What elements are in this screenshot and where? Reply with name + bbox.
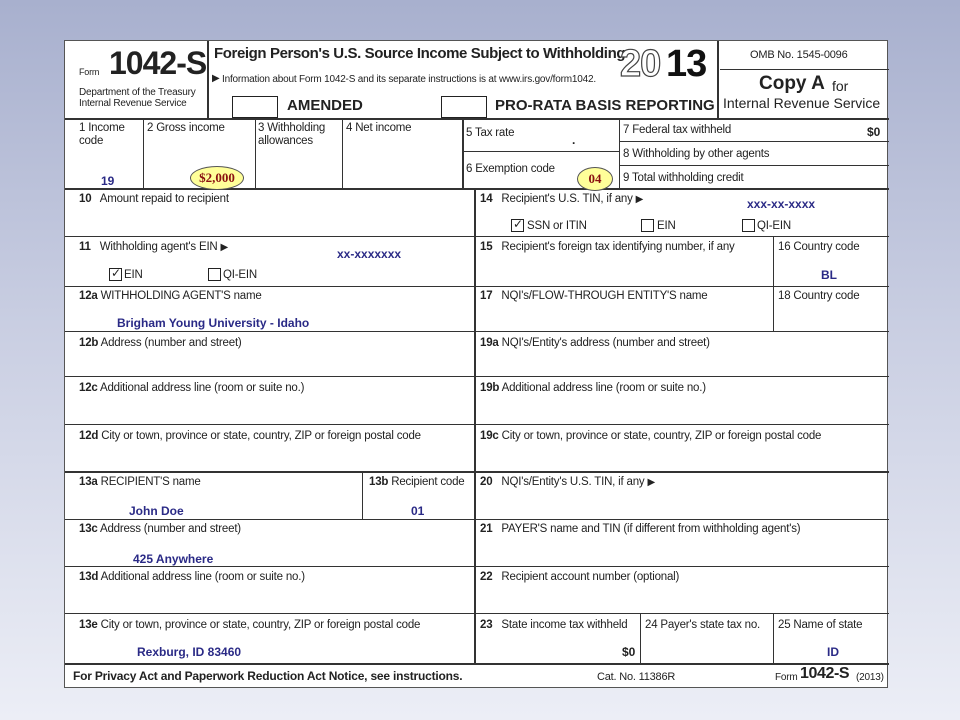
rule-7-8 bbox=[619, 141, 889, 142]
ssn-itin-checkbox[interactable] bbox=[511, 219, 524, 232]
rule-16 bbox=[773, 286, 889, 287]
box13a-label: 13a RECIPIENT'S name bbox=[79, 476, 201, 488]
rule-11 bbox=[65, 286, 889, 287]
box22-label: 22 Recipient account number (optional) bbox=[480, 571, 680, 583]
agent-qiein-checkbox[interactable] bbox=[208, 268, 221, 281]
form-number: 1042-S bbox=[109, 45, 207, 81]
prorata-label: PRO-RATA BASIS REPORTING bbox=[495, 97, 715, 114]
rule-bottom bbox=[65, 663, 889, 665]
box19c-label: 19c City or town, province or state, country, ZIP or foreign postal code bbox=[480, 430, 822, 442]
box11-label: 11 Withholding agent's EIN ▶ bbox=[79, 241, 229, 253]
gross-income-callout[interactable]: $2,000 bbox=[190, 166, 244, 190]
box18-label: 18 Country code bbox=[778, 290, 860, 302]
box13b-label: 13b Recipient code bbox=[369, 476, 465, 488]
box12c-label: 12c Additional address line (room or suite no.) bbox=[79, 382, 305, 394]
state-tax-value[interactable]: $0 bbox=[622, 645, 636, 659]
rule-center bbox=[474, 188, 476, 663]
box9-label: 9 Total withholding credit bbox=[623, 172, 744, 184]
box17-label: 17 NQI's/FLOW-THROUGH ENTITY'S name bbox=[480, 290, 708, 302]
box7-label: 7 Federal tax withheld bbox=[623, 124, 732, 136]
rule-v1 bbox=[143, 118, 144, 188]
agent-ein-value[interactable]: xx-xxxxxxx bbox=[337, 247, 402, 261]
rule-12b bbox=[65, 376, 889, 377]
country-code-16-value[interactable]: BL bbox=[821, 268, 837, 282]
recipient-ein-checkbox[interactable] bbox=[641, 219, 654, 232]
agent-ein-checkbox[interactable] bbox=[109, 268, 122, 281]
rule-13c bbox=[65, 566, 889, 567]
state-name-value[interactable]: ID bbox=[827, 645, 839, 659]
rule-13d bbox=[65, 613, 889, 614]
fed-tax-value[interactable]: $0 bbox=[867, 125, 881, 139]
rule-v4 bbox=[462, 118, 464, 188]
rule-10 bbox=[65, 236, 889, 237]
box6-label: 6 Exemption code bbox=[466, 163, 555, 175]
privacy-notice: For Privacy Act and Paperwork Reduction Act Notice, see instructions. bbox=[73, 669, 463, 683]
recipient-city-value[interactable]: Rexburg, ID 83460 bbox=[137, 645, 242, 659]
box19b-label: 19b Additional address line (room or suite no.) bbox=[480, 382, 706, 394]
play-arrow-icon: ▶ bbox=[212, 73, 220, 84]
box14-label: 14 Recipient's U.S. TIN, if any ▶ bbox=[480, 193, 644, 205]
box1-label: 1 Income code bbox=[79, 122, 125, 147]
box2-label: 2 Gross income bbox=[147, 122, 225, 134]
rule-12c bbox=[65, 424, 889, 425]
rule-v2 bbox=[255, 118, 256, 188]
form-1042s bbox=[64, 40, 888, 688]
rule-25 bbox=[773, 613, 774, 663]
rule-12d bbox=[65, 471, 889, 473]
box23-label: 23 State income tax withheld bbox=[480, 619, 628, 631]
recipient-qiein-checkbox[interactable] bbox=[742, 219, 755, 232]
box25-label: 25 Name of state bbox=[778, 619, 863, 631]
rule-12a bbox=[65, 331, 889, 332]
footer-form-word: Form bbox=[775, 672, 798, 683]
recipient-address-value[interactable]: 425 Anywhere bbox=[133, 552, 214, 566]
recipient-code-value[interactable]: 01 bbox=[411, 504, 425, 518]
rule-16-18 bbox=[773, 236, 774, 331]
recipient-tin-value[interactable]: xxx-xx-xxxx bbox=[747, 197, 816, 211]
rule-v5 bbox=[619, 118, 620, 188]
year-suffix: 13 bbox=[666, 43, 707, 85]
form-word: Form bbox=[79, 67, 100, 77]
omb-number: OMB No. 1545-0096 bbox=[750, 49, 848, 61]
rule-top bbox=[65, 118, 889, 120]
box13c-label: 13c Address (number and street) bbox=[79, 523, 241, 535]
box21-label: 21 PAYER'S name and TIN (if different from withholding agent's) bbox=[480, 523, 801, 535]
cat-no: Cat. No. 11386R bbox=[597, 671, 676, 683]
box19a-label: 19a NQI's/Entity's address (number and street) bbox=[480, 337, 710, 349]
rule-8-9 bbox=[619, 165, 889, 166]
copy-for: for bbox=[832, 78, 849, 94]
header-divider-right bbox=[717, 41, 719, 118]
copy-irs: Internal Revenue Service bbox=[723, 95, 881, 111]
rule-24 bbox=[640, 613, 641, 663]
year-prefix: 20 bbox=[620, 43, 661, 85]
amended-label: AMENDED bbox=[287, 97, 363, 114]
recipient-ein-option: EIN bbox=[657, 220, 676, 232]
agent-name-value[interactable]: Brigham Young University - Idaho bbox=[117, 316, 310, 330]
rule-5-6 bbox=[462, 151, 619, 152]
agent-ein-option: EIN bbox=[124, 269, 143, 281]
box12d-label: 12d City or town, province or state, country, ZIP or foreign postal code bbox=[79, 430, 421, 442]
amended-checkbox[interactable] bbox=[232, 96, 278, 118]
info-line: Information about Form 1042-S and its separate instructions is at www.irs.gov/form1042. bbox=[222, 74, 596, 85]
form-title: Foreign Person's U.S. Source Income Subject to Withholding bbox=[214, 45, 626, 62]
box24-label: 24 Payer's state tax no. bbox=[645, 619, 761, 631]
dept-line2: Internal Revenue Service bbox=[79, 98, 187, 109]
rule-13a bbox=[65, 519, 889, 520]
box12a-label: 12a WITHHOLDING AGENT'S name bbox=[79, 290, 262, 302]
box13d-label: 13d Additional address line (room or suite no.) bbox=[79, 571, 305, 583]
box5-label: 5 Tax rate bbox=[466, 127, 515, 139]
box5-dot: . bbox=[572, 133, 576, 147]
recipient-qiein-option: QI-EIN bbox=[757, 220, 791, 232]
dept-line1: Department of the Treasury bbox=[79, 87, 196, 98]
copy-a: Copy A bbox=[759, 73, 825, 94]
box20-label: 20 NQI's/Entity's U.S. TIN, if any ▶ bbox=[480, 476, 655, 488]
box10-label: 10 Amount repaid to recipient bbox=[79, 193, 229, 205]
omb-rule bbox=[720, 69, 889, 70]
header-divider-left bbox=[207, 41, 209, 118]
income-code-value[interactable]: 19 bbox=[101, 174, 115, 188]
box15-label: 15 Recipient's foreign tax identifying number, if any bbox=[480, 241, 735, 253]
box12b-label: 12b Address (number and street) bbox=[79, 337, 242, 349]
exemption-code-callout[interactable]: 04 bbox=[577, 167, 613, 191]
recipient-name-value[interactable]: John Doe bbox=[129, 504, 184, 518]
agent-qiein-option: QI-EIN bbox=[223, 269, 257, 281]
box13e-label: 13e City or town, province or state, country, ZIP or foreign postal code bbox=[79, 619, 421, 631]
rule-row1 bbox=[65, 188, 889, 190]
box4-label: 4 Net income bbox=[346, 122, 412, 134]
rule-v3 bbox=[342, 118, 343, 188]
box3-label: 3 Withholding allowances bbox=[258, 122, 326, 147]
prorata-checkbox[interactable] bbox=[441, 96, 487, 118]
ssn-itin-option: SSN or ITIN bbox=[527, 220, 587, 232]
box16-label: 16 Country code bbox=[778, 241, 860, 253]
footer-form-year: (2013) bbox=[856, 672, 884, 683]
box8-label: 8 Withholding by other agents bbox=[623, 148, 770, 160]
footer-form-number: 1042-S bbox=[800, 665, 850, 682]
rule-13b bbox=[362, 471, 363, 519]
